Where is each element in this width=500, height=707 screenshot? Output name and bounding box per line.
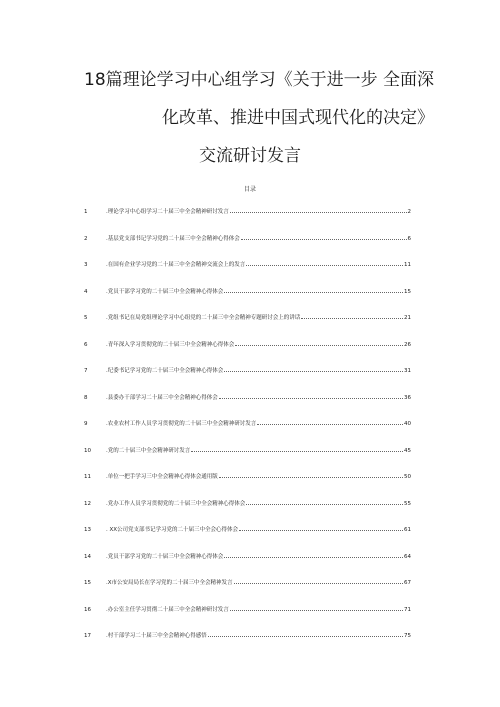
toc-entry-page-number: 36 [404,394,411,401]
toc-entry-title: .办公室主任学习贯彻二十届三中全会精神研讨发言 [106,606,229,613]
toc-entry[interactable] [84,446,411,473]
toc-dot-leader [219,393,403,399]
toc-entry-number: 10 [84,447,91,454]
toc-dot-leader [246,260,403,266]
toc-entry-title: .单位一把手学习三中全会精神心得体会通用版 [106,474,218,480]
toc-entry-title: .党员干部学习党的二十届三中全会精神心得体会 [106,553,224,560]
toc-entry-number: 1 [84,209,88,215]
toc-dot-leader [239,525,403,531]
toc-entry-number: 14 [84,553,91,560]
toc-entry-number: 5 [84,315,88,321]
table-of-contents [84,207,411,658]
toc-entry-number: 11 [84,474,91,480]
toc-entry-page-number: 15 [404,288,411,295]
toc-entry-page-number: 67 [404,580,411,586]
toc-entry[interactable] [84,366,411,393]
toc-entry-page-number: 55 [404,500,411,507]
toc-dot-leader [230,207,407,213]
toc-entry-number: 6 [84,341,88,348]
toc-entry-page-number: 2 [407,209,411,215]
toc-entry-number: 7 [84,368,88,374]
toc-entry-title: .党的二十届三中全会精神研讨发言 [106,447,191,454]
document-title-line-2: 化改革、推进中国式现代化的决定》 [162,108,434,128]
toc-entry-title: .在国有企业学习党的二十届三中全会精神交流会上的发言 [106,262,246,268]
toc-entry-number: 8 [84,394,88,401]
toc-entry-title: .党办工作人员学习贯彻党的二十届三中全会精神心得体会 [106,500,246,507]
toc-heading: 目录 [243,186,256,193]
toc-dot-leader [257,419,403,425]
toc-entry-title: . XX公司党支部书记学习党的二十届三中全会心得体会 [106,527,239,533]
toc-dot-leader [234,578,403,584]
toc-entry[interactable] [84,207,411,234]
toc-entry-number: 13 [84,527,91,533]
toc-entry-number: 4 [84,288,88,295]
toc-dot-leader [224,552,403,558]
toc-entry[interactable] [84,340,411,367]
toc-entry-page-number: 75 [404,633,411,639]
toc-entry-title: .青年深入学习贯彻党的二十届三中全会精神心得体会 [106,341,235,348]
toc-entry-title: .县委办干部学习二十届三中全会精神心得体会 [106,394,218,401]
toc-dot-leader [224,366,403,372]
toc-dot-leader [241,234,407,240]
toc-dot-leader [235,340,403,346]
toc-dot-leader [224,287,403,293]
toc-entry-page-number: 45 [404,447,411,454]
toc-entry-page-number: 26 [404,341,411,348]
toc-entry[interactable] [84,393,411,420]
toc-entry[interactable] [84,472,411,499]
toc-entry[interactable] [84,631,411,658]
toc-entry-number: 3 [84,262,88,268]
toc-entry-number: 2 [84,235,88,242]
toc-dot-leader [191,446,403,452]
toc-entry-title: .党组书记在局党组理论学习中心组党的二十届三中全会精神专题研讨会上的讲话 [106,315,301,321]
toc-entry[interactable] [84,260,411,287]
toc-entry-number: 17 [84,633,91,639]
toc-entry-page-number: 40 [404,421,411,427]
toc-dot-leader [246,499,403,505]
toc-entry-page-number: 11 [404,262,411,268]
toc-entry-title: .纪委书记学习党的二十届三中全会精神心得体会 [106,368,224,374]
toc-entry-page-number: 50 [404,474,411,480]
toc-entry[interactable] [84,552,411,579]
document-title-line-3: 交流研讨发言 [199,146,301,166]
toc-entry[interactable] [84,287,411,314]
toc-entry-page-number: 71 [404,606,411,613]
toc-entry-page-number: 21 [404,315,411,321]
toc-entry-title: .X市公安局局长在学习党的二十届三中全会精神发言 [106,580,233,586]
toc-entry[interactable] [84,525,411,552]
toc-entry[interactable] [84,419,411,446]
toc-entry-title: .基层党支部书记学习党的二十届三中全会精神心得体会 [106,235,240,242]
document-title-line-1: 18篇理论学习中心组学习《关于进一步 全面深 [84,70,435,90]
toc-entry[interactable] [84,499,411,526]
toc-entry-number: 9 [84,421,88,427]
toc-dot-leader [301,313,403,319]
toc-entry-page-number: 64 [404,553,411,560]
toc-entry-number: 15 [84,580,91,586]
toc-entry-page-number: 6 [407,235,411,242]
toc-entry-page-number: 61 [404,527,411,533]
toc-entry[interactable] [84,313,411,340]
toc-entry-page-number: 31 [404,368,411,374]
toc-entry-number: 12 [84,500,91,507]
toc-entry-number: 16 [84,606,91,613]
toc-entry-title: .村干部学习二十届三中全会精神心得感悟 [106,633,207,639]
toc-dot-leader [219,472,403,478]
toc-dot-leader [208,631,403,637]
toc-entry-title: .农业农村工作人员学习贯彻党的二十届三中全会精神研讨发言 [106,421,257,427]
toc-entry-title: .党员干部学习党的二十届三中全会精神心得体会 [106,288,224,295]
toc-entry[interactable] [84,578,411,605]
toc-entry[interactable] [84,234,411,261]
toc-entry[interactable] [84,605,411,632]
toc-entry-title: .理论学习中心组学习二十届三中全会精神研讨发言 [106,209,229,215]
toc-dot-leader [230,605,403,611]
